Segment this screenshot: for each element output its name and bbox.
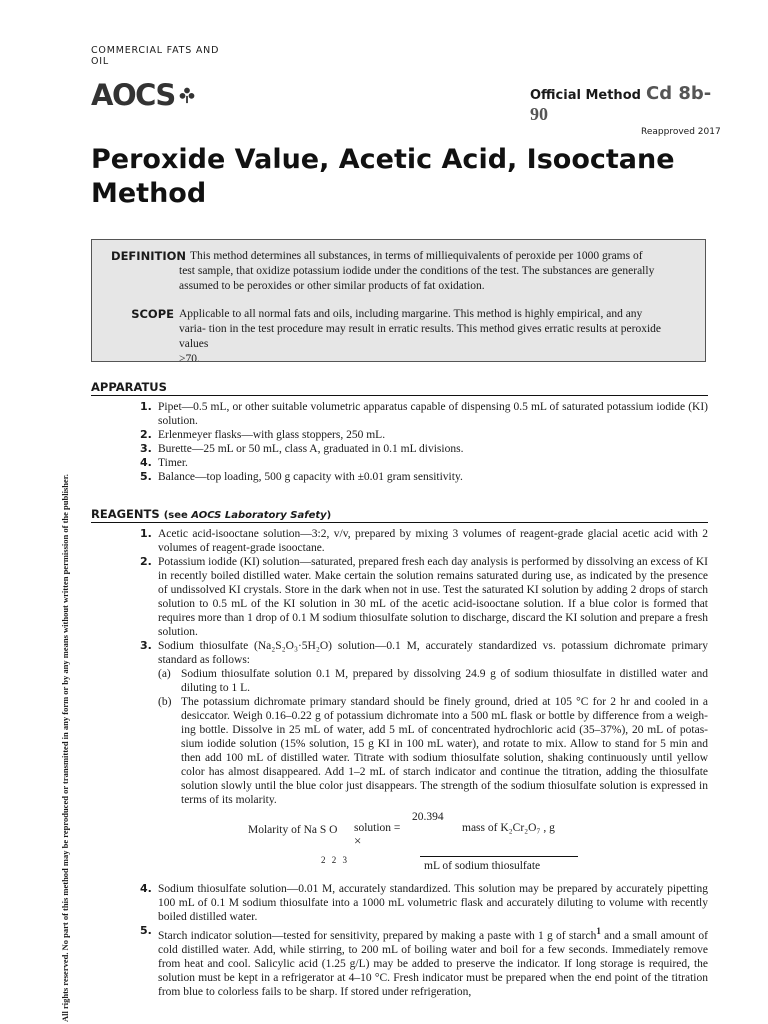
definition-line: assumed to be peroxides or other similar products of fat oxidation. (179, 280, 485, 292)
item-number: 1. (140, 527, 152, 540)
item-text: Pipet—0.5 mL, or other suitable volumetric apparatus capable of dispensing 0.5 mL of saturated potassium iodide (KI) solution. (158, 401, 708, 427)
item-number: 4. (140, 882, 152, 895)
formula-denominator: mL of sodium thiosulfate (424, 860, 541, 872)
formula-numerator: mass of K₂Cr₂O₇ , g (462, 822, 555, 834)
definition-label: DEFINITION (111, 249, 186, 263)
item-number: 2. (140, 555, 152, 568)
definition-line: This method determines all substances, in terms of milliequivalents of peroxide per 1000 grams of (190, 250, 643, 262)
formula-solution-eq: solution = (354, 822, 401, 834)
paren-open: (see (163, 510, 192, 521)
formula-constant: 20.394 (412, 811, 444, 823)
item-text: Potassium iodide (KI) solution—saturated, prepared fresh each day analysis is performed by dissolving an excess of KI in recently boiled distilled water. Make certain the solution remains saturated during use, as indicated by the presence of undissolved KI crystals. Store in the dark when not in use. Test the saturated KI solution by adding 2 drops of starch solution to 0.5 mL of the KI solution in 30 mL of the acetic acid-isooctane solution. If a blue color is formed that requires more than 1 drop of 0.1 M sodium thiosulfate solution to discharge, discard the KI solution and prepare a fresh solution. (158, 556, 708, 638)
definition-line: test sample, that oxidize potassium iodide under the conditions of the test. The substances are generally (179, 265, 655, 277)
list-item (140, 639, 708, 807)
item-text: Erlenmeyer flasks—with glass stoppers, 250 mL. (158, 429, 386, 441)
formula-subscripts: 2 2 3 (321, 855, 347, 865)
list-item (140, 428, 708, 442)
footnote-marker: 1 (596, 926, 601, 936)
reagents-safety-note (164, 510, 332, 521)
apparatus-list (140, 400, 708, 484)
item-text: Timer. (158, 457, 188, 469)
fraction-bar (420, 856, 578, 857)
item-number: 5. (140, 470, 152, 483)
list-item (140, 442, 708, 456)
definition-scope-box (91, 239, 706, 362)
aocs-logo (91, 80, 196, 110)
item-number: 1. (140, 400, 152, 413)
scope-label: SCOPE (131, 307, 174, 321)
sub-list-item (158, 667, 708, 695)
method-identifier (530, 83, 730, 124)
sub-item-letter: (b) (158, 696, 172, 708)
item-number: 4. (140, 456, 152, 469)
item-number: 5. (140, 924, 152, 937)
category-label: COMMERCIAL FATS AND OIL (91, 45, 220, 67)
reagents-list-continued (140, 882, 708, 999)
method-prefix: Official Method (530, 88, 641, 103)
reagents-heading-text: REAGENTS (91, 507, 160, 521)
formula-times: × (354, 833, 362, 848)
item-text: Balance—top loading, 500 g capacity with ±0.01 gram sensitivity. (158, 471, 463, 483)
item-text-continued: and a small amount of cold distilled water. Add, while stirring, to 200 mL of boiling water and boil for a few seconds. Immediately remove from heat and cool. Salicylic acid (1.25 g/L) may be added to preserve the indicator. If long storage is required, the solution must be kept in a refrigerator at 4–10 °C. Fresh indicator must be prepared when the end point of the titration from blue to colorless fails to be sharp. If stored under refrigeration, (158, 929, 708, 998)
sub-item-text: Sodium thiosulfate solution 0.1 M, prepared by dissolving 24.9 g of sodium thiosulfate in distilled water and diluting to 1 L. (181, 668, 708, 694)
safety-reference: AOCS Laboratory Safety (191, 510, 327, 521)
item-text: Sodium thiosulfate solution—0.01 M, accurately standardized. This solution may be prepared by accurately pipetting 100 mL of 0.1 M sodium thiosulfate into a 1000 mL volumetric flask and accurately diluting to volume with recently boiled distilled water. (158, 883, 708, 923)
item-text: Sodium thiosulfate (Na₂S₂O₃·5H₂O) solution—0.1 M, accurately standardized vs. potassium dichromate primary standard as follows: (158, 640, 708, 666)
item-text: Burette—25 mL or 50 mL, class A, graduated in 0.1 mL divisions. (158, 443, 464, 455)
reagents-heading (91, 507, 708, 523)
sub-list (158, 667, 708, 807)
scope-line: >70. (179, 353, 200, 362)
list-item (140, 527, 708, 555)
item-number: 3. (140, 639, 152, 652)
logo-leaf-icon (178, 86, 196, 104)
list-item (140, 400, 708, 428)
sub-item-letter: (a) (158, 668, 171, 680)
list-item (140, 555, 708, 639)
item-text: Acetic acid-isooctane solution—3:2, v/v, prepared by mixing 3 volumes of reagent-grade glacial acetic acid with 2 volumes of reagent-grade isooctane. (158, 528, 708, 554)
list-item (140, 456, 708, 470)
reapproved-date: Reapproved 2017 (641, 127, 721, 137)
list-item (140, 470, 708, 484)
method-code-continued: 90 (530, 104, 548, 124)
sub-list-item (158, 695, 708, 807)
paren-close: ) (326, 510, 332, 521)
sub-item-text: The potassium dichromate primary standard should be finely ground, dried at 105 °C for 2 hr and cooled in a desiccator. Weigh 0.16–0.22 g of potassium dichromate into a 500 mL flask or bottle by difference from a weigh- ing bottle. Dissolve in 25 mL of water, add 5 mL of concentrated hydrochloric acid (35–37%), 20 mL of potas- sium iodide solution (15% solution, 15 g KI in 100 mL water), and rotate to mix. Allow to stand for 5 min and then add 100 mL of distilled water. Titrate with sodium thiosulfate solution, shaking continuously until yellow color has almost disappeared. Add 1–2 mL of starch indicator and continue the titration, adding the thiosulfate solution slowly until the blue color just disappears. The strength of the sodium thiosulfate solution is expressed in terms of its molarity. (181, 696, 708, 806)
scope-line: varia- tion in the test procedure may result in erratic results. This method gives erratic results at peroxide (179, 323, 661, 335)
item-text: Starch indicator solution—tested for sensitivity, prepared by making a paste with 1 g of starch (158, 929, 597, 942)
item-number: 2. (140, 428, 152, 441)
reagents-list (140, 527, 708, 807)
apparatus-heading: APPARATUS (91, 380, 708, 396)
method-code: Cd 8b- (646, 83, 712, 104)
formula-lhs: Molarity of Na S O (248, 824, 338, 836)
page-title: Peroxide Value, Acetic Acid, Isooctane Method (91, 144, 675, 209)
scope-line: values (179, 338, 209, 350)
list-item (140, 882, 708, 924)
item-number: 3. (140, 442, 152, 455)
scope-line: Applicable to all normal fats and oils, including margarine. This method is highly empirical, and any (179, 308, 643, 320)
list-item (140, 924, 708, 999)
logo-text: AOCS (91, 78, 175, 112)
copyright-sidebar: All rights reserved. No part of this method may be reproduced or transmitted in any form or by any means without written permission of the publisher. (60, 474, 70, 1022)
